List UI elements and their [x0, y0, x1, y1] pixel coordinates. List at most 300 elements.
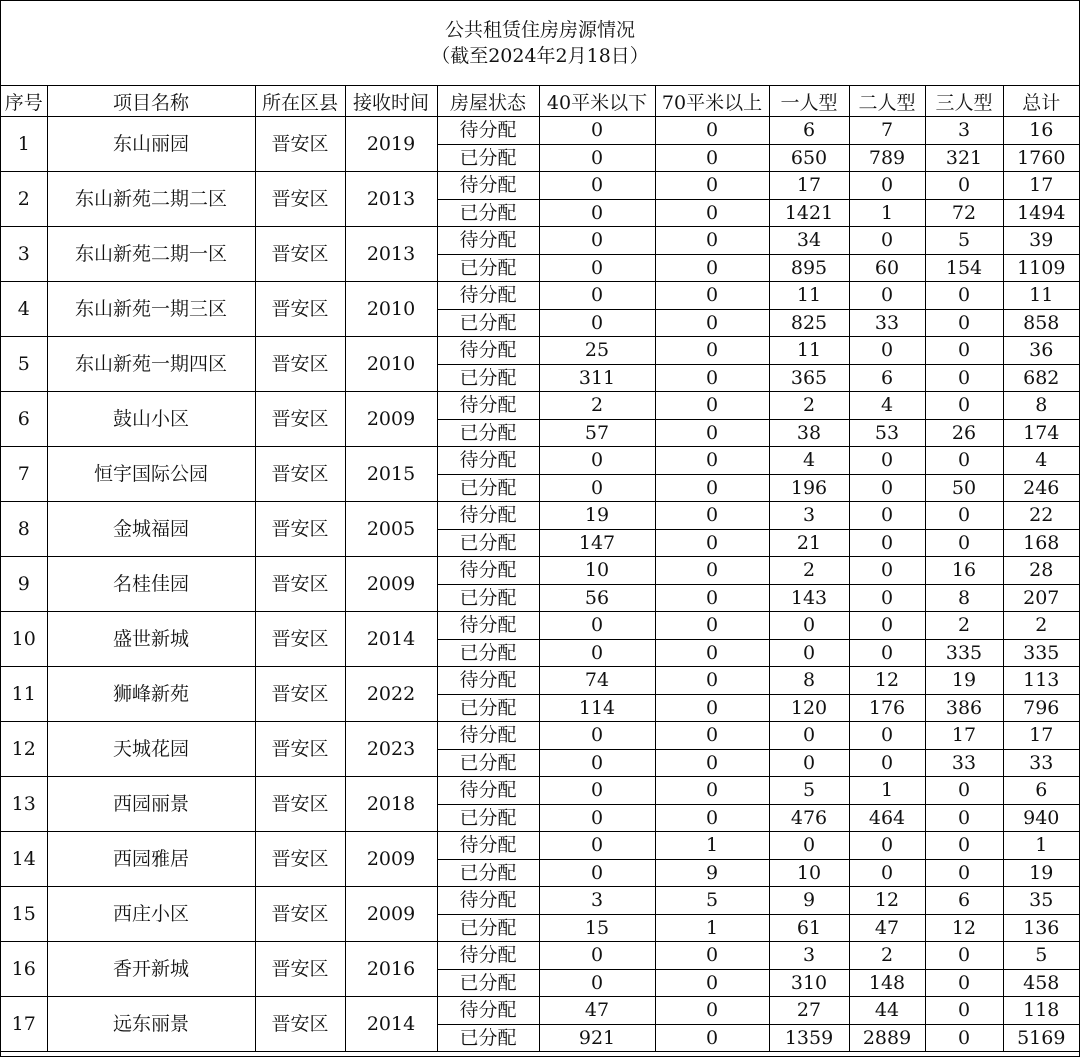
cell-three-person: 19	[925, 667, 1003, 695]
cell-over-70: 0	[655, 777, 769, 805]
cell-one-person: 825	[769, 309, 849, 337]
receive-year: 2013	[345, 172, 437, 227]
receive-year: 2023	[345, 722, 437, 777]
cell-two-person: 0	[849, 612, 925, 640]
status-assigned: 已分配	[437, 584, 539, 612]
table-row	[1, 612, 1079, 640]
cell-two-person: 464	[849, 804, 925, 832]
project-name: 东山新苑二期一区	[47, 227, 255, 282]
district: 晋安区	[255, 337, 345, 392]
receive-year: 2005	[345, 502, 437, 557]
cell-three-person: 0	[925, 502, 1003, 530]
cell-three-person: 0	[925, 392, 1003, 420]
cell-total: 246	[1003, 474, 1079, 502]
cell-one-person: 6	[769, 117, 849, 145]
cell-total: 33	[1003, 749, 1079, 777]
cell-over-70: 0	[655, 612, 769, 640]
cell-one-person: 4	[769, 447, 849, 475]
district: 晋安区	[255, 667, 345, 722]
project-name: 远东丽景	[47, 997, 255, 1052]
status-assigned: 已分配	[437, 254, 539, 282]
cell-one-person: 9	[769, 887, 849, 915]
cell-one-person: 27	[769, 997, 849, 1025]
cell-under-40: 0	[539, 859, 655, 887]
cell-one-person: 0	[769, 749, 849, 777]
cell-total: 1494	[1003, 199, 1079, 227]
cell-under-40: 0	[539, 227, 655, 255]
row-number: 17	[1, 997, 47, 1052]
cell-one-person: 0	[769, 612, 849, 640]
cell-over-70: 9	[655, 859, 769, 887]
project-name: 东山丽园	[47, 117, 255, 172]
cell-under-40: 0	[539, 309, 655, 337]
cell-over-70: 0	[655, 639, 769, 667]
status-pending: 待分配	[437, 447, 539, 475]
cell-two-person: 1	[849, 777, 925, 805]
receive-year: 2022	[345, 667, 437, 722]
cell-under-40: 0	[539, 612, 655, 640]
status-pending: 待分配	[437, 502, 539, 530]
cell-under-40: 0	[539, 117, 655, 145]
cell-under-40: 0	[539, 254, 655, 282]
status-assigned: 已分配	[437, 419, 539, 447]
cell-one-person: 650	[769, 144, 849, 172]
cell-total: 36	[1003, 337, 1079, 365]
status-assigned: 已分配	[437, 969, 539, 997]
header-two-person: 二人型	[849, 86, 925, 117]
status-assigned: 已分配	[437, 474, 539, 502]
status-pending: 待分配	[437, 392, 539, 420]
cell-over-70: 0	[655, 804, 769, 832]
project-name: 恒宇国际公园	[47, 447, 255, 502]
cell-two-person: 0	[849, 227, 925, 255]
cell-three-person: 0	[925, 804, 1003, 832]
cell-under-40: 2	[539, 392, 655, 420]
cell-one-person: 11	[769, 282, 849, 310]
cell-two-person: 0	[849, 447, 925, 475]
cell-three-person: 0	[925, 529, 1003, 557]
status-pending: 待分配	[437, 832, 539, 860]
status-pending: 待分配	[437, 337, 539, 365]
cell-two-person: 12	[849, 667, 925, 695]
cell-over-70: 0	[655, 364, 769, 392]
cell-over-70: 0	[655, 474, 769, 502]
cell-total: 5169	[1003, 1024, 1079, 1052]
cell-over-70: 0	[655, 557, 769, 585]
cell-total: 8	[1003, 392, 1079, 420]
cell-total: 335	[1003, 639, 1079, 667]
cell-three-person: 154	[925, 254, 1003, 282]
row-number: 8	[1, 502, 47, 557]
cell-three-person: 0	[925, 364, 1003, 392]
receive-year: 2013	[345, 227, 437, 282]
row-number: 11	[1, 667, 47, 722]
table-row	[1, 117, 1079, 145]
cell-two-person: 176	[849, 694, 925, 722]
table-row	[1, 227, 1079, 255]
cell-one-person: 196	[769, 474, 849, 502]
cell-one-person: 1421	[769, 199, 849, 227]
header-over-70: 70平米以上	[655, 86, 769, 117]
cell-three-person: 0	[925, 832, 1003, 860]
cell-two-person: 47	[849, 914, 925, 942]
cell-three-person: 33	[925, 749, 1003, 777]
cell-two-person: 2889	[849, 1024, 925, 1052]
cell-total: 16	[1003, 117, 1079, 145]
district: 晋安区	[255, 447, 345, 502]
cell-over-70: 0	[655, 309, 769, 337]
cell-over-70: 0	[655, 447, 769, 475]
district: 晋安区	[255, 227, 345, 282]
cell-one-person: 11	[769, 337, 849, 365]
project-name: 西园丽景	[47, 777, 255, 832]
cell-one-person: 143	[769, 584, 849, 612]
cell-one-person: 120	[769, 694, 849, 722]
row-number: 13	[1, 777, 47, 832]
cell-one-person: 365	[769, 364, 849, 392]
table-row	[1, 447, 1079, 475]
cell-one-person: 3	[769, 502, 849, 530]
status-pending: 待分配	[437, 117, 539, 145]
project-name: 盛世新城	[47, 612, 255, 667]
cell-two-person: 0	[849, 639, 925, 667]
cell-under-40: 0	[539, 749, 655, 777]
cell-three-person: 0	[925, 777, 1003, 805]
cell-total: 2	[1003, 612, 1079, 640]
cell-under-40: 0	[539, 199, 655, 227]
cell-three-person: 0	[925, 942, 1003, 970]
cell-two-person: 33	[849, 309, 925, 337]
table-title: 公共租赁住房房源情况	[444, 19, 635, 41]
cell-one-person: 476	[769, 804, 849, 832]
cell-total: 35	[1003, 887, 1079, 915]
cell-over-70: 0	[655, 584, 769, 612]
cell-over-70: 1	[655, 832, 769, 860]
cell-under-40: 0	[539, 942, 655, 970]
cell-three-person: 321	[925, 144, 1003, 172]
status-assigned: 已分配	[437, 694, 539, 722]
status-pending: 待分配	[437, 172, 539, 200]
project-name: 东山新苑二期二区	[47, 172, 255, 227]
district: 晋安区	[255, 392, 345, 447]
row-number: 3	[1, 227, 47, 282]
cell-under-40: 147	[539, 529, 655, 557]
cell-under-40: 57	[539, 419, 655, 447]
header-no: 序号	[1, 86, 47, 117]
cell-under-40: 15	[539, 914, 655, 942]
cell-one-person: 895	[769, 254, 849, 282]
cell-total: 5	[1003, 942, 1079, 970]
housing-table	[1, 86, 1079, 1052]
cell-over-70: 0	[655, 227, 769, 255]
cell-two-person: 4	[849, 392, 925, 420]
cell-one-person: 2	[769, 557, 849, 585]
cell-three-person: 26	[925, 419, 1003, 447]
cell-over-70: 1	[655, 914, 769, 942]
cell-over-70: 0	[655, 144, 769, 172]
status-assigned: 已分配	[437, 529, 539, 557]
cell-over-70: 0	[655, 667, 769, 695]
district: 晋安区	[255, 117, 345, 172]
row-number: 4	[1, 282, 47, 337]
district: 晋安区	[255, 832, 345, 887]
receive-year: 2009	[345, 887, 437, 942]
cell-over-70: 0	[655, 254, 769, 282]
status-pending: 待分配	[437, 887, 539, 915]
cell-three-person: 335	[925, 639, 1003, 667]
cell-total: 17	[1003, 722, 1079, 750]
cell-total: 858	[1003, 309, 1079, 337]
receive-year: 2010	[345, 337, 437, 392]
status-pending: 待分配	[437, 282, 539, 310]
table-row	[1, 887, 1079, 915]
header-row	[1, 86, 1079, 117]
cell-total: 11	[1003, 282, 1079, 310]
cell-under-40: 0	[539, 969, 655, 997]
cell-one-person: 34	[769, 227, 849, 255]
project-name: 西园雅居	[47, 832, 255, 887]
cell-one-person: 3	[769, 942, 849, 970]
cell-total: 682	[1003, 364, 1079, 392]
receive-year: 2009	[345, 392, 437, 447]
table-row	[1, 172, 1079, 200]
receive-year: 2019	[345, 117, 437, 172]
cell-over-70: 0	[655, 502, 769, 530]
cell-total: 1760	[1003, 144, 1079, 172]
cell-three-person: 50	[925, 474, 1003, 502]
cell-total: 28	[1003, 557, 1079, 585]
cell-under-40: 3	[539, 887, 655, 915]
cell-two-person: 0	[849, 584, 925, 612]
receive-year: 2009	[345, 557, 437, 612]
table-row	[1, 282, 1079, 310]
cell-three-person: 2	[925, 612, 1003, 640]
cell-one-person: 0	[769, 639, 849, 667]
cell-one-person: 61	[769, 914, 849, 942]
cell-over-70: 0	[655, 282, 769, 310]
header-status: 房屋状态	[437, 86, 539, 117]
status-pending: 待分配	[437, 777, 539, 805]
cell-two-person: 0	[849, 337, 925, 365]
cell-over-70: 5	[655, 887, 769, 915]
cell-two-person: 44	[849, 997, 925, 1025]
row-number: 5	[1, 337, 47, 392]
row-number: 14	[1, 832, 47, 887]
district: 晋安区	[255, 887, 345, 942]
cell-two-person: 0	[849, 282, 925, 310]
cell-three-person: 0	[925, 309, 1003, 337]
status-pending: 待分配	[437, 227, 539, 255]
receive-year: 2010	[345, 282, 437, 337]
status-pending: 待分配	[437, 942, 539, 970]
cell-under-40: 311	[539, 364, 655, 392]
cell-one-person: 38	[769, 419, 849, 447]
district: 晋安区	[255, 502, 345, 557]
project-name: 西庄小区	[47, 887, 255, 942]
cell-two-person: 0	[849, 749, 925, 777]
row-number: 12	[1, 722, 47, 777]
table-row	[1, 777, 1079, 805]
cell-total: 39	[1003, 227, 1079, 255]
status-assigned: 已分配	[437, 749, 539, 777]
table-row	[1, 722, 1079, 750]
cell-under-40: 114	[539, 694, 655, 722]
cell-total: 796	[1003, 694, 1079, 722]
receive-year: 2009	[345, 832, 437, 887]
cell-under-40: 0	[539, 474, 655, 502]
row-number: 10	[1, 612, 47, 667]
cell-one-person: 0	[769, 832, 849, 860]
cell-three-person: 386	[925, 694, 1003, 722]
cell-one-person: 8	[769, 667, 849, 695]
cell-total: 4	[1003, 447, 1079, 475]
cell-over-70: 0	[655, 1024, 769, 1052]
row-number: 2	[1, 172, 47, 227]
cell-three-person: 16	[925, 557, 1003, 585]
cell-under-40: 25	[539, 337, 655, 365]
cell-two-person: 6	[849, 364, 925, 392]
cell-over-70: 0	[655, 942, 769, 970]
cell-over-70: 0	[655, 419, 769, 447]
cell-two-person: 12	[849, 887, 925, 915]
district: 晋安区	[255, 557, 345, 612]
cell-one-person: 0	[769, 722, 849, 750]
status-assigned: 已分配	[437, 914, 539, 942]
cell-over-70: 0	[655, 694, 769, 722]
cell-three-person: 6	[925, 887, 1003, 915]
cell-total: 940	[1003, 804, 1079, 832]
cell-three-person: 8	[925, 584, 1003, 612]
row-number: 15	[1, 887, 47, 942]
cell-total: 1	[1003, 832, 1079, 860]
project-name: 狮峰新苑	[47, 667, 255, 722]
status-assigned: 已分配	[437, 199, 539, 227]
row-number: 1	[1, 117, 47, 172]
cell-under-40: 0	[539, 447, 655, 475]
cell-over-70: 0	[655, 749, 769, 777]
cell-three-person: 3	[925, 117, 1003, 145]
cell-two-person: 789	[849, 144, 925, 172]
cell-under-40: 0	[539, 144, 655, 172]
cell-two-person: 0	[849, 474, 925, 502]
cell-one-person: 10	[769, 859, 849, 887]
status-pending: 待分配	[437, 557, 539, 585]
cell-total: 22	[1003, 502, 1079, 530]
cell-three-person: 0	[925, 997, 1003, 1025]
district: 晋安区	[255, 777, 345, 832]
cell-over-70: 0	[655, 117, 769, 145]
cell-over-70: 0	[655, 722, 769, 750]
status-assigned: 已分配	[437, 364, 539, 392]
cell-three-person: 0	[925, 969, 1003, 997]
receive-year: 2014	[345, 612, 437, 667]
cell-total: 6	[1003, 777, 1079, 805]
district: 晋安区	[255, 722, 345, 777]
cell-under-40: 0	[539, 777, 655, 805]
project-name: 东山新苑一期三区	[47, 282, 255, 337]
header-name: 项目名称	[47, 86, 255, 117]
row-number: 9	[1, 557, 47, 612]
cell-two-person: 1	[849, 199, 925, 227]
cell-three-person: 12	[925, 914, 1003, 942]
project-name: 金城福园	[47, 502, 255, 557]
cell-under-40: 921	[539, 1024, 655, 1052]
title-block	[1, 1, 1079, 86]
status-assigned: 已分配	[437, 309, 539, 337]
status-pending: 待分配	[437, 997, 539, 1025]
table-row	[1, 942, 1079, 970]
cell-under-40: 10	[539, 557, 655, 585]
receive-year: 2018	[345, 777, 437, 832]
receive-year: 2016	[345, 942, 437, 997]
cell-one-person: 310	[769, 969, 849, 997]
cell-two-person: 0	[849, 859, 925, 887]
cell-total: 118	[1003, 997, 1079, 1025]
cell-two-person: 60	[849, 254, 925, 282]
status-pending: 待分配	[437, 667, 539, 695]
table-row	[1, 997, 1079, 1025]
cell-over-70: 0	[655, 172, 769, 200]
cell-under-40: 0	[539, 639, 655, 667]
district: 晋安区	[255, 997, 345, 1052]
cell-three-person: 72	[925, 199, 1003, 227]
district: 晋安区	[255, 282, 345, 337]
district: 晋安区	[255, 172, 345, 227]
cell-total: 1109	[1003, 254, 1079, 282]
cell-one-person: 5	[769, 777, 849, 805]
cell-three-person: 0	[925, 337, 1003, 365]
cell-one-person: 1359	[769, 1024, 849, 1052]
cell-total: 458	[1003, 969, 1079, 997]
cell-three-person: 17	[925, 722, 1003, 750]
header-year: 接收时间	[345, 86, 437, 117]
cell-total: 136	[1003, 914, 1079, 942]
cell-two-person: 53	[849, 419, 925, 447]
status-assigned: 已分配	[437, 1024, 539, 1052]
cell-total: 17	[1003, 172, 1079, 200]
cell-over-70: 0	[655, 529, 769, 557]
cell-three-person: 0	[925, 172, 1003, 200]
cell-under-40: 0	[539, 282, 655, 310]
cell-under-40: 0	[539, 832, 655, 860]
header-under-40: 40平米以下	[539, 86, 655, 117]
table-row	[1, 557, 1079, 585]
table-row	[1, 392, 1079, 420]
cell-total: 174	[1003, 419, 1079, 447]
cell-one-person: 2	[769, 392, 849, 420]
cell-under-40: 0	[539, 722, 655, 750]
cell-one-person: 17	[769, 172, 849, 200]
cell-under-40: 0	[539, 804, 655, 832]
cell-over-70: 0	[655, 392, 769, 420]
cell-under-40: 56	[539, 584, 655, 612]
cell-three-person: 0	[925, 859, 1003, 887]
row-number: 16	[1, 942, 47, 997]
header-total: 总计	[1003, 86, 1079, 117]
status-assigned: 已分配	[437, 639, 539, 667]
cell-two-person: 0	[849, 557, 925, 585]
table-row	[1, 502, 1079, 530]
status-assigned: 已分配	[437, 804, 539, 832]
cell-two-person: 7	[849, 117, 925, 145]
row-number: 6	[1, 392, 47, 447]
table-subtitle: （截至2024年2月18日）	[431, 45, 649, 67]
cell-three-person: 0	[925, 1024, 1003, 1052]
header-one-person: 一人型	[769, 86, 849, 117]
table-body	[1, 117, 1079, 1052]
cell-over-70: 0	[655, 199, 769, 227]
cell-over-70: 0	[655, 969, 769, 997]
